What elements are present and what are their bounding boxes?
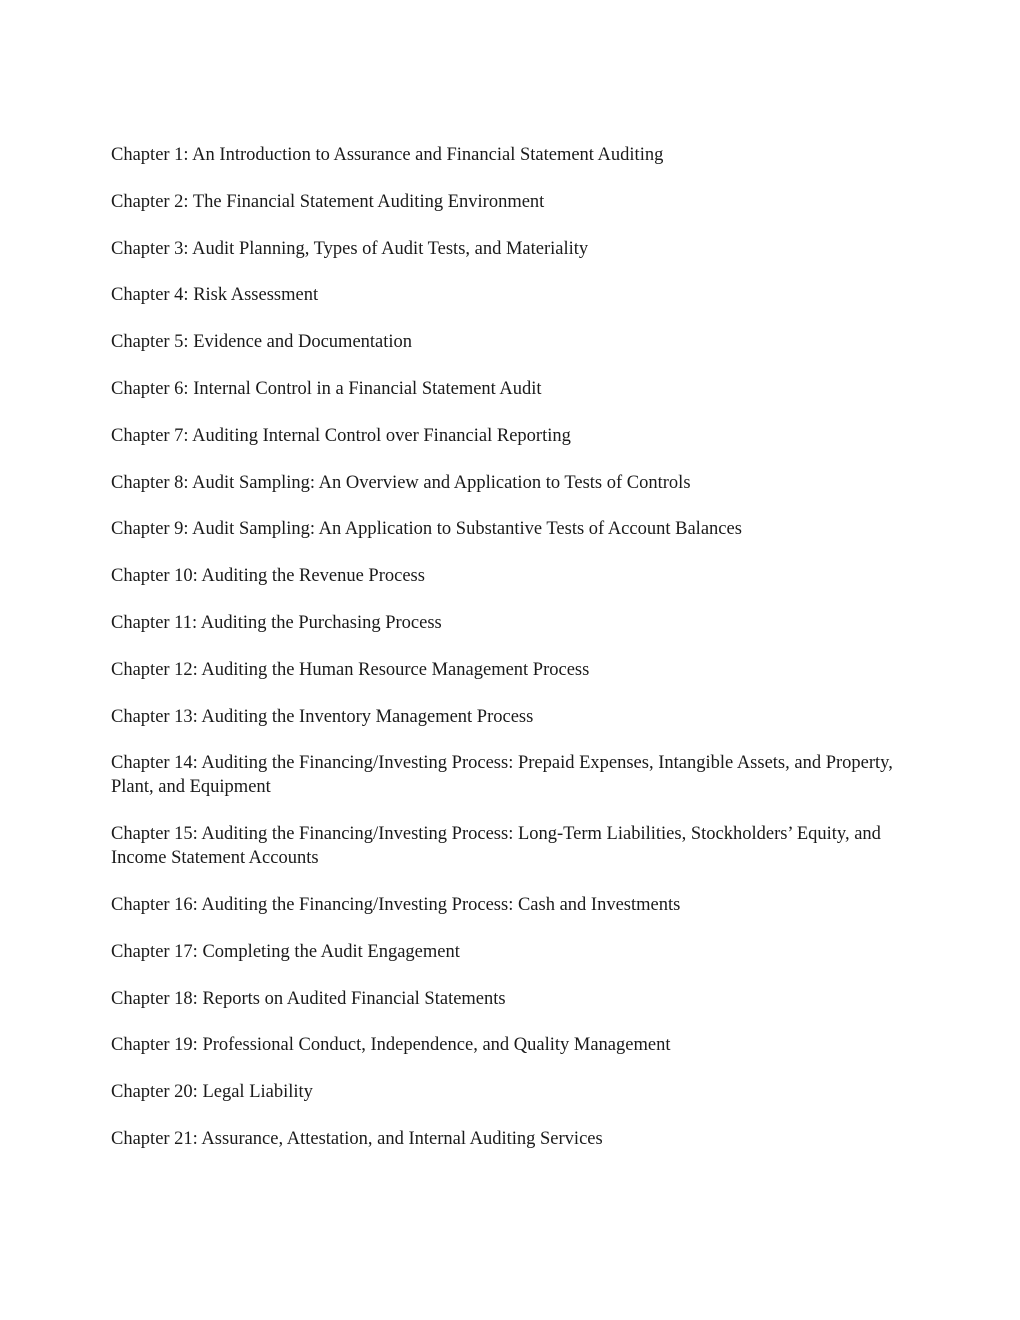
chapter-item: Chapter 1: An Introduction to Assurance and Financial Statement Auditing	[111, 145, 664, 165]
chapter-item: Chapter 10: Auditing the Revenue Process	[111, 566, 425, 587]
chapter-item: Chapter 2: The Financial Statement Auditing Environment	[111, 191, 545, 212]
chapter-item: Chapter 19: Professional Conduct, Independence, and Quality Management	[111, 1035, 671, 1056]
chapter-item: Chapter 21: Assurance, Attestation, and Internal Auditing Services	[111, 1128, 603, 1149]
chapter-item: Chapter 7: Auditing Internal Control over Financial Reporting	[111, 425, 571, 446]
chapter-item: Chapter 16: Auditing the Financing/Investing Process: Cash and Investments	[111, 894, 681, 915]
chapter-item: Chapter 14: Auditing the Financing/Investing Process: Prepaid Expenses, Intangible Assets, and Property, Plant, and Equipment	[111, 753, 893, 798]
chapter-item: Chapter 17: Completing the Audit Engagement	[111, 941, 460, 962]
chapter-item: Chapter 8: Audit Sampling: An Overview and Application to Tests of Controls	[111, 472, 691, 493]
chapter-item: Chapter 13: Auditing the Inventory Management Process	[111, 706, 534, 727]
chapter-item: Chapter 4: Risk Assessment	[111, 285, 319, 306]
chapter-item: Chapter 3: Audit Planning, Types of Audit Tests, and Materiality	[111, 238, 589, 259]
chapter-item: Chapter 11: Auditing the Purchasing Process	[111, 612, 442, 633]
chapter-item: Chapter 20: Legal Liability	[111, 1082, 313, 1103]
chapter-item: Chapter 6: Internal Control in a Financial Statement Audit	[111, 378, 542, 399]
chapter-item: Chapter 18: Reports on Audited Financial Statements	[111, 988, 506, 1009]
chapter-item: Chapter 15: Auditing the Financing/Investing Process: Long-Term Liabilities, Stockholders’ Equity, and Income Statement Accounts	[111, 824, 881, 869]
chapter-list	[111, 143, 901, 1174]
chapter-item: Chapter 5: Evidence and Documentation	[111, 332, 413, 353]
chapter-item: Chapter 12: Auditing the Human Resource Management Process	[111, 659, 590, 680]
chapter-item: Chapter 9: Audit Sampling: An Application to Substantive Tests of Account Balances	[111, 519, 742, 540]
